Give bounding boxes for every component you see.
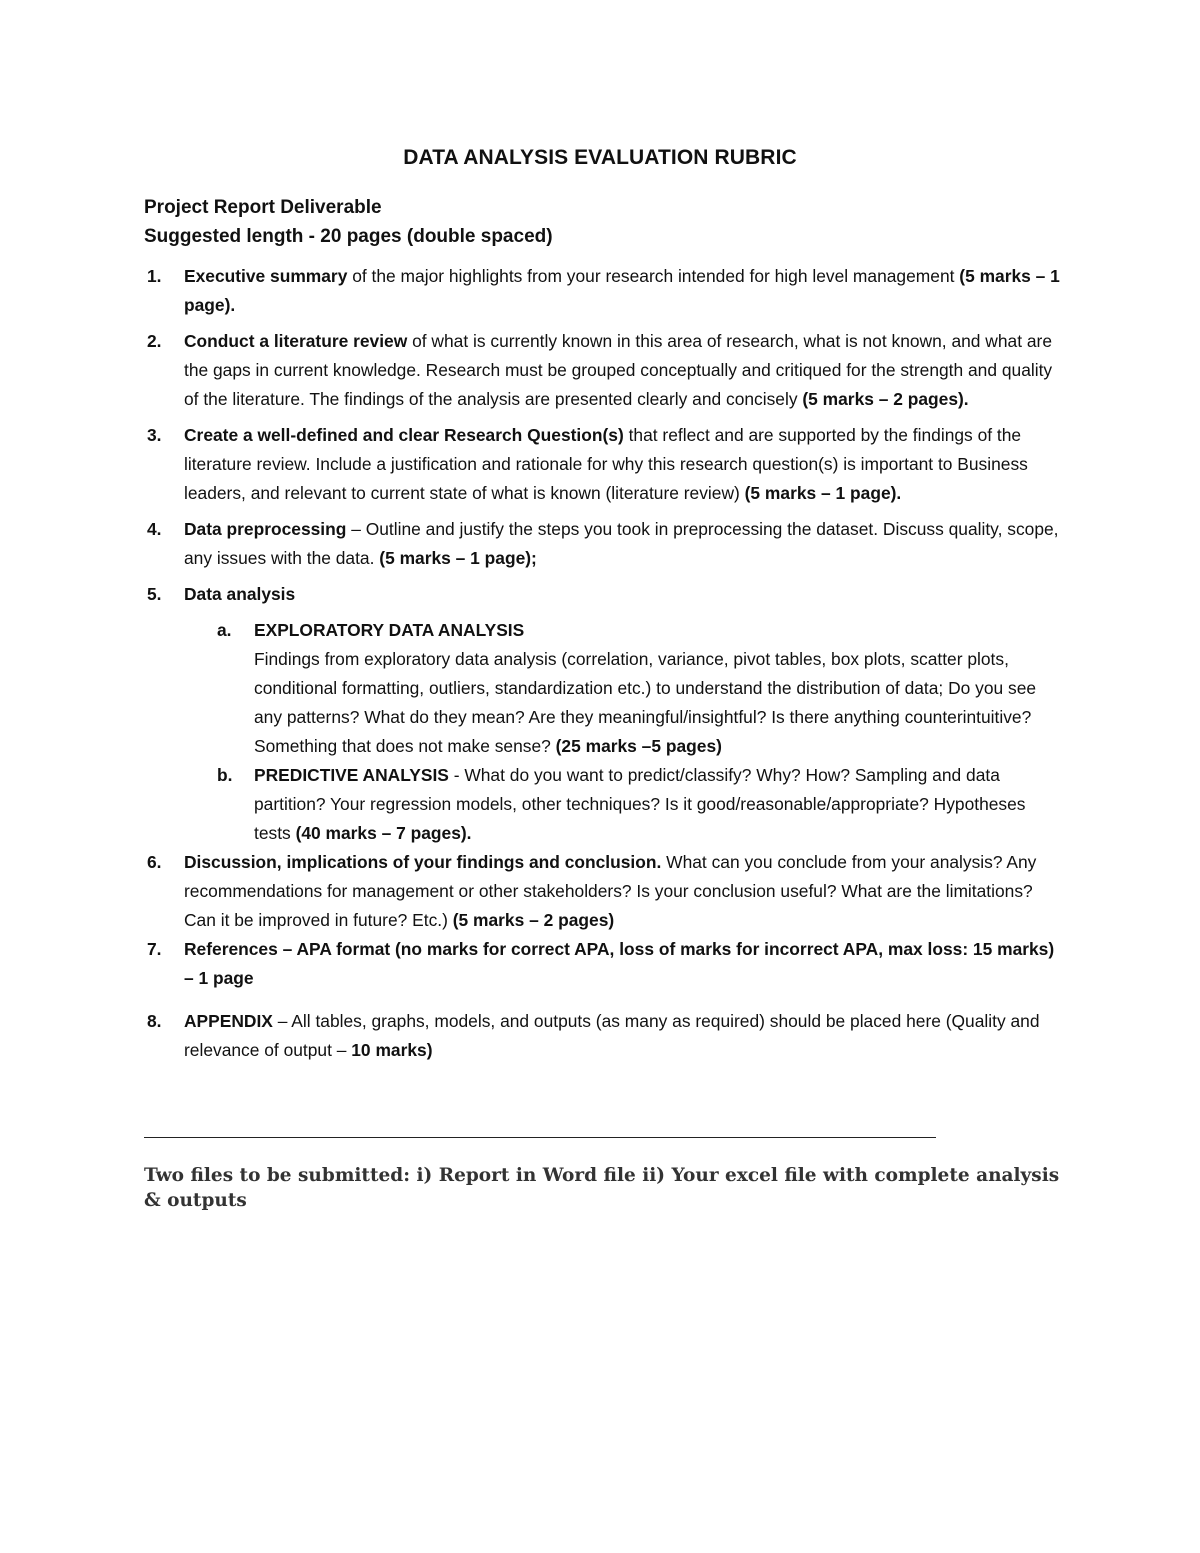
list-item: 6. Discussion, implications of your findings and conclusion. What can you conclude from your analysis? Any recommendations for management or other stakeholders? Is your conclusion useful? What are the limitations? Can it be improved in future? Etc.) (5 marks – 2 pages) (147, 852, 1037, 930)
list-item: 3. Create a well-defined and clear Research Question(s) that reflect and are supported by the findings of the literature review. Include a justification and rationale for why this research question(s) is important to Business leaders, and relevant to current state of what is known (literature review) (5 marks – 1 page). (147, 425, 1028, 503)
sub-list-item: a. EXPLORATORY DATA ANALYSIS Findings from exploratory data analysis (correlation, variance, pivot tables, box plots, scatter plots, conditional formatting, outliers, standardization etc.) to understand the distribution of data; Do you see any patterns? What do they mean? Are they meaningful/insightful? Is there anything counterintuitive? Something that does not make sense? (25 marks –5 pages) (217, 620, 1037, 756)
suggested-length-heading: Suggested length - 20 pages (double spaced) (144, 226, 553, 247)
document-title: DATA ANALYSIS EVALUATION RUBRIC (403, 146, 797, 169)
list-item: 7. References – APA format (no marks for correct APA, loss of marks for incorrect APA, max loss: 15 marks) – 1 page (147, 939, 1055, 988)
deliverable-heading: Project Report Deliverable (144, 197, 382, 218)
list-item: 2. Conduct a literature review of what is currently known in this area of research, what is not known, and what are the gaps in current knowledge. Research must be grouped conceptually and critiqued for the strength and quality of the literature. The findings of the analysis are presented clearly and concisely (5 marks – 2 pages). (147, 331, 1053, 409)
list-item: 5. Data analysis (147, 584, 296, 604)
list-item: 4. Data preprocessing – Outline and justify the steps you took in preprocessing the dataset. Discuss quality, scope, any issues with the data. (5 marks – 1 page); (147, 519, 1059, 568)
sub-list-item: b. PREDICTIVE ANALYSIS - What do you want to predict/classify? Why? How? Sampling and data partition? Your regression models, other techniques? Is it good/reasonable/appropriate? Hypotheses tests (40 marks – 7 pages). (217, 765, 1026, 843)
rubric-list (144, 262, 1064, 1065)
list-item: 1. Executive summary of the major highlights from your research intended for high level management (5 marks – 1 page). (147, 266, 1060, 315)
submission-note: Two files to be submitted: i) Report in Word file ii) Your excel file with complete analysis & outputs (144, 1165, 1060, 1211)
divider-line (144, 1137, 936, 1138)
list-item: 8. APPENDIX – All tables, graphs, models, and outputs (as many as required) should be placed here (Quality and relevance of output – 10 marks) (147, 1011, 1040, 1060)
